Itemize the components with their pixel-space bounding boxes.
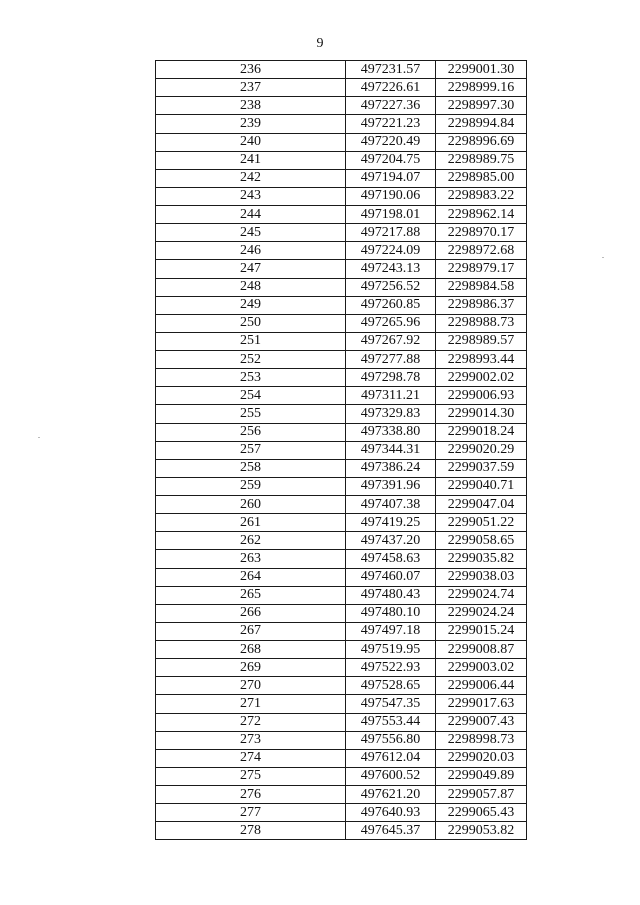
y-coordinate-cell: 2299008.87 bbox=[436, 641, 527, 659]
table-row bbox=[156, 242, 527, 260]
table-row bbox=[156, 767, 527, 785]
y-coordinate-cell: 2299051.22 bbox=[436, 514, 527, 532]
y-coordinate-cell: 2299014.30 bbox=[436, 405, 527, 423]
table-row bbox=[156, 786, 527, 804]
x-coordinate-cell: 497407.38 bbox=[346, 496, 436, 514]
table-row bbox=[156, 496, 527, 514]
table-row bbox=[156, 822, 527, 840]
point-number-cell: 261 bbox=[156, 514, 346, 532]
y-coordinate-cell: 2299058.65 bbox=[436, 532, 527, 550]
point-number-cell: 268 bbox=[156, 641, 346, 659]
x-coordinate-cell: 497260.85 bbox=[346, 296, 436, 314]
table-row bbox=[156, 351, 527, 369]
x-coordinate-cell: 497298.78 bbox=[346, 369, 436, 387]
table-row bbox=[156, 550, 527, 568]
table-row bbox=[156, 677, 527, 695]
point-number-cell: 236 bbox=[156, 61, 346, 79]
x-coordinate-cell: 497460.07 bbox=[346, 568, 436, 586]
y-coordinate-cell: 2299001.30 bbox=[436, 61, 527, 79]
x-coordinate-cell: 497480.10 bbox=[346, 604, 436, 622]
y-coordinate-cell: 2298970.17 bbox=[436, 224, 527, 242]
table-row bbox=[156, 532, 527, 550]
point-number-cell: 237 bbox=[156, 79, 346, 97]
point-number-cell: 277 bbox=[156, 804, 346, 822]
y-coordinate-cell: 2299057.87 bbox=[436, 786, 527, 804]
point-number-cell: 270 bbox=[156, 677, 346, 695]
x-coordinate-cell: 497519.95 bbox=[346, 641, 436, 659]
y-coordinate-cell: 2298972.68 bbox=[436, 242, 527, 260]
x-coordinate-cell: 497640.93 bbox=[346, 804, 436, 822]
table-row bbox=[156, 713, 527, 731]
y-coordinate-cell: 2299049.89 bbox=[436, 767, 527, 785]
point-number-cell: 266 bbox=[156, 604, 346, 622]
table-row bbox=[156, 278, 527, 296]
point-number-cell: 263 bbox=[156, 550, 346, 568]
point-number-cell: 252 bbox=[156, 351, 346, 369]
y-coordinate-cell: 2299002.02 bbox=[436, 369, 527, 387]
point-number-cell: 250 bbox=[156, 314, 346, 332]
x-coordinate-cell: 497528.65 bbox=[346, 677, 436, 695]
table-row bbox=[156, 441, 527, 459]
table-row bbox=[156, 314, 527, 332]
y-coordinate-cell: 2299018.24 bbox=[436, 423, 527, 441]
table-row bbox=[156, 749, 527, 767]
table-row bbox=[156, 622, 527, 640]
table-row bbox=[156, 206, 527, 224]
point-number-cell: 276 bbox=[156, 786, 346, 804]
y-coordinate-cell: 2298996.69 bbox=[436, 133, 527, 151]
y-coordinate-cell: 2298989.57 bbox=[436, 332, 527, 350]
y-coordinate-cell: 2298997.30 bbox=[436, 97, 527, 115]
point-number-cell: 262 bbox=[156, 532, 346, 550]
table-row bbox=[156, 260, 527, 278]
y-coordinate-cell: 2298989.75 bbox=[436, 151, 527, 169]
point-number-cell: 246 bbox=[156, 242, 346, 260]
table-row bbox=[156, 459, 527, 477]
table-row bbox=[156, 169, 527, 187]
x-coordinate-cell: 497480.43 bbox=[346, 586, 436, 604]
x-coordinate-cell: 497277.88 bbox=[346, 351, 436, 369]
point-number-cell: 245 bbox=[156, 224, 346, 242]
y-coordinate-cell: 2298986.37 bbox=[436, 296, 527, 314]
point-number-cell: 242 bbox=[156, 169, 346, 187]
y-coordinate-cell: 2298983.22 bbox=[436, 187, 527, 205]
point-number-cell: 239 bbox=[156, 115, 346, 133]
point-number-cell: 254 bbox=[156, 387, 346, 405]
x-coordinate-cell: 497311.21 bbox=[346, 387, 436, 405]
y-coordinate-cell: 2299006.93 bbox=[436, 387, 527, 405]
y-coordinate-cell: 2298984.58 bbox=[436, 278, 527, 296]
x-coordinate-cell: 497391.96 bbox=[346, 477, 436, 495]
x-coordinate-cell: 497227.36 bbox=[346, 97, 436, 115]
y-coordinate-cell: 2299047.04 bbox=[436, 496, 527, 514]
table-row bbox=[156, 586, 527, 604]
point-number-cell: 258 bbox=[156, 459, 346, 477]
point-number-cell: 259 bbox=[156, 477, 346, 495]
y-coordinate-cell: 2299015.24 bbox=[436, 622, 527, 640]
point-number-cell: 253 bbox=[156, 369, 346, 387]
x-coordinate-cell: 497190.06 bbox=[346, 187, 436, 205]
point-number-cell: 265 bbox=[156, 586, 346, 604]
scan-speck bbox=[602, 257, 604, 258]
y-coordinate-cell: 2298999.16 bbox=[436, 79, 527, 97]
x-coordinate-cell: 497645.37 bbox=[346, 822, 436, 840]
y-coordinate-cell: 2299037.59 bbox=[436, 459, 527, 477]
x-coordinate-cell: 497522.93 bbox=[346, 659, 436, 677]
x-coordinate-cell: 497419.25 bbox=[346, 514, 436, 532]
y-coordinate-cell: 2299007.43 bbox=[436, 713, 527, 731]
table-row bbox=[156, 477, 527, 495]
y-coordinate-cell: 2299024.24 bbox=[436, 604, 527, 622]
y-coordinate-cell: 2299038.03 bbox=[436, 568, 527, 586]
point-number-cell: 269 bbox=[156, 659, 346, 677]
point-number-cell: 275 bbox=[156, 767, 346, 785]
x-coordinate-cell: 497612.04 bbox=[346, 749, 436, 767]
y-coordinate-cell: 2299024.74 bbox=[436, 586, 527, 604]
x-coordinate-cell: 497329.83 bbox=[346, 405, 436, 423]
point-number-cell: 248 bbox=[156, 278, 346, 296]
y-coordinate-cell: 2298994.84 bbox=[436, 115, 527, 133]
table-row bbox=[156, 133, 527, 151]
point-number-cell: 264 bbox=[156, 568, 346, 586]
table-row bbox=[156, 604, 527, 622]
y-coordinate-cell: 2298998.73 bbox=[436, 731, 527, 749]
x-coordinate-cell: 497204.75 bbox=[346, 151, 436, 169]
y-coordinate-cell: 2298962.14 bbox=[436, 206, 527, 224]
table-row bbox=[156, 695, 527, 713]
point-number-cell: 249 bbox=[156, 296, 346, 314]
table-row bbox=[156, 369, 527, 387]
y-coordinate-cell: 2298988.73 bbox=[436, 314, 527, 332]
y-coordinate-cell: 2299035.82 bbox=[436, 550, 527, 568]
table-row bbox=[156, 187, 527, 205]
point-number-cell: 257 bbox=[156, 441, 346, 459]
table-row bbox=[156, 804, 527, 822]
point-number-cell: 274 bbox=[156, 749, 346, 767]
y-coordinate-cell: 2298985.00 bbox=[436, 169, 527, 187]
x-coordinate-cell: 497267.92 bbox=[346, 332, 436, 350]
point-number-cell: 267 bbox=[156, 622, 346, 640]
point-number-cell: 278 bbox=[156, 822, 346, 840]
y-coordinate-cell: 2299040.71 bbox=[436, 477, 527, 495]
x-coordinate-cell: 497198.01 bbox=[346, 206, 436, 224]
scan-speck bbox=[38, 437, 40, 438]
x-coordinate-cell: 497221.23 bbox=[346, 115, 436, 133]
x-coordinate-cell: 497265.96 bbox=[346, 314, 436, 332]
coordinates-table bbox=[155, 60, 527, 840]
x-coordinate-cell: 497556.80 bbox=[346, 731, 436, 749]
x-coordinate-cell: 497344.31 bbox=[346, 441, 436, 459]
table-row bbox=[156, 151, 527, 169]
y-coordinate-cell: 2298979.17 bbox=[436, 260, 527, 278]
table-row bbox=[156, 332, 527, 350]
point-number-cell: 243 bbox=[156, 187, 346, 205]
x-coordinate-cell: 497194.07 bbox=[346, 169, 436, 187]
x-coordinate-cell: 497386.24 bbox=[346, 459, 436, 477]
point-number-cell: 271 bbox=[156, 695, 346, 713]
point-number-cell: 244 bbox=[156, 206, 346, 224]
y-coordinate-cell: 2298993.44 bbox=[436, 351, 527, 369]
point-number-cell: 241 bbox=[156, 151, 346, 169]
x-coordinate-cell: 497217.88 bbox=[346, 224, 436, 242]
y-coordinate-cell: 2299003.02 bbox=[436, 659, 527, 677]
coordinates-table-body bbox=[156, 61, 527, 840]
x-coordinate-cell: 497621.20 bbox=[346, 786, 436, 804]
page-number: 9 bbox=[316, 36, 324, 51]
table-row bbox=[156, 568, 527, 586]
x-coordinate-cell: 497231.57 bbox=[346, 61, 436, 79]
point-number-cell: 251 bbox=[156, 332, 346, 350]
x-coordinate-cell: 497338.80 bbox=[346, 423, 436, 441]
point-number-cell: 256 bbox=[156, 423, 346, 441]
table-row bbox=[156, 115, 527, 133]
y-coordinate-cell: 2299053.82 bbox=[436, 822, 527, 840]
table-row bbox=[156, 61, 527, 79]
x-coordinate-cell: 497243.13 bbox=[346, 260, 436, 278]
x-coordinate-cell: 497547.35 bbox=[346, 695, 436, 713]
y-coordinate-cell: 2299065.43 bbox=[436, 804, 527, 822]
point-number-cell: 273 bbox=[156, 731, 346, 749]
point-number-cell: 238 bbox=[156, 97, 346, 115]
table-row bbox=[156, 731, 527, 749]
table-row bbox=[156, 79, 527, 97]
x-coordinate-cell: 497226.61 bbox=[346, 79, 436, 97]
table-row bbox=[156, 659, 527, 677]
x-coordinate-cell: 497553.44 bbox=[346, 713, 436, 731]
y-coordinate-cell: 2299020.29 bbox=[436, 441, 527, 459]
point-number-cell: 247 bbox=[156, 260, 346, 278]
y-coordinate-cell: 2299006.44 bbox=[436, 677, 527, 695]
point-number-cell: 255 bbox=[156, 405, 346, 423]
x-coordinate-cell: 497497.18 bbox=[346, 622, 436, 640]
table-row bbox=[156, 387, 527, 405]
x-coordinate-cell: 497224.09 bbox=[346, 242, 436, 260]
table-row bbox=[156, 296, 527, 314]
table-row bbox=[156, 514, 527, 532]
table-row bbox=[156, 641, 527, 659]
y-coordinate-cell: 2299020.03 bbox=[436, 749, 527, 767]
table-row bbox=[156, 405, 527, 423]
x-coordinate-cell: 497256.52 bbox=[346, 278, 436, 296]
table-row bbox=[156, 224, 527, 242]
point-number-cell: 272 bbox=[156, 713, 346, 731]
x-coordinate-cell: 497600.52 bbox=[346, 767, 436, 785]
table-row bbox=[156, 423, 527, 441]
point-number-cell: 260 bbox=[156, 496, 346, 514]
table-row bbox=[156, 97, 527, 115]
x-coordinate-cell: 497437.20 bbox=[346, 532, 436, 550]
y-coordinate-cell: 2299017.63 bbox=[436, 695, 527, 713]
point-number-cell: 240 bbox=[156, 133, 346, 151]
x-coordinate-cell: 497220.49 bbox=[346, 133, 436, 151]
x-coordinate-cell: 497458.63 bbox=[346, 550, 436, 568]
